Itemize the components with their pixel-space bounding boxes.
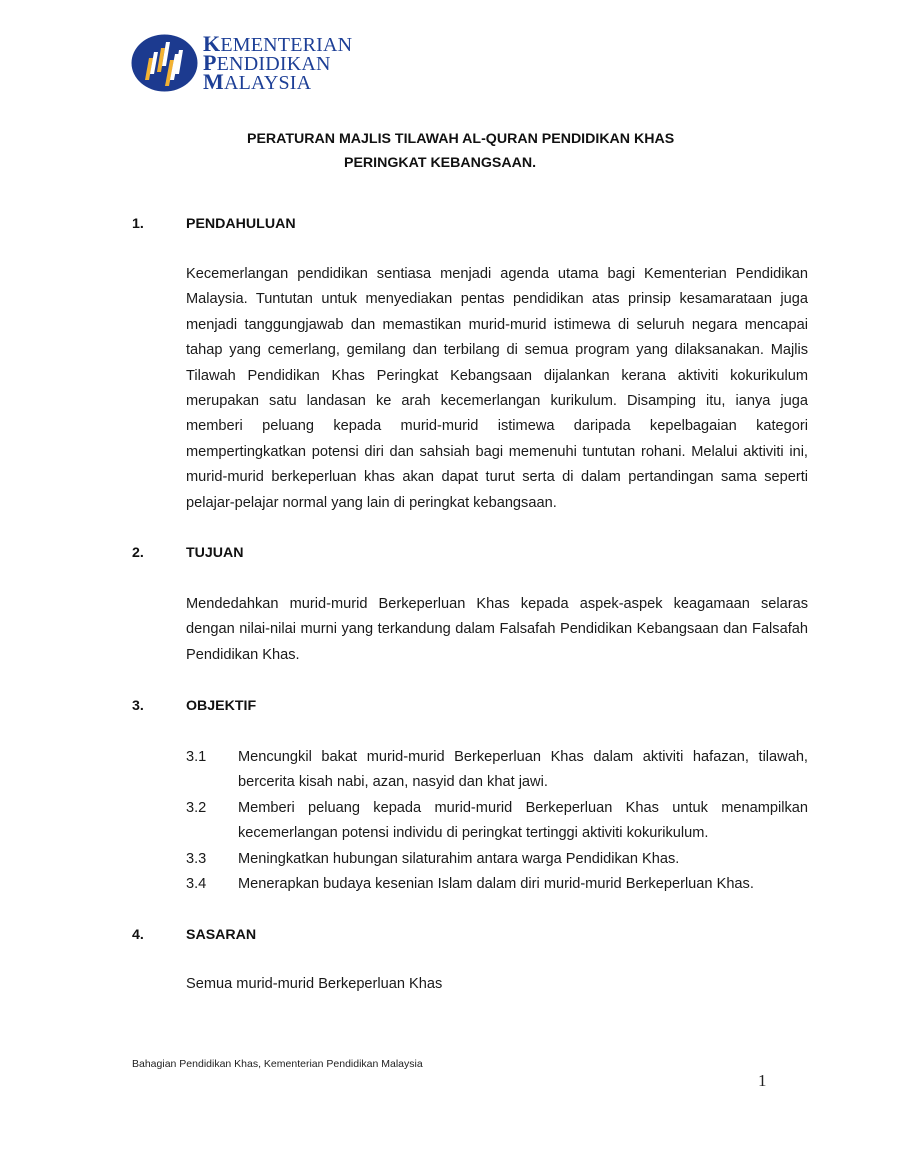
section-number: 1. — [132, 216, 144, 232]
section-heading-objektif: OBJEKTIF — [186, 698, 257, 714]
objective-list — [186, 745, 808, 897]
objective-item — [186, 745, 808, 796]
section-heading-tujuan: TUJUAN — [186, 545, 244, 561]
objective-item — [186, 872, 808, 897]
objective-item — [186, 847, 808, 872]
ministry-name-line: MALAYSIA — [203, 68, 312, 94]
objective-number: 3.4 — [186, 876, 207, 893]
objective-number: 3.2 — [186, 799, 207, 816]
objective-item — [186, 796, 808, 847]
ministry-emblem-icon — [131, 34, 198, 92]
footer-department: Bahagian Pendidikan Khas, Kementerian Pendidikan Malaysia — [132, 1058, 423, 1070]
section-body-sasaran: Semua murid-murid Berkeperluan Khas — [186, 976, 443, 992]
document-title-line-1: PERATURAN MAJLIS TILAWAH AL-QURAN PENDIDIKAN KHAS — [247, 131, 675, 147]
section-heading-sasaran: SASARAN — [186, 927, 257, 943]
section-body-tujuan: Mendedahkan murid-murid Berkeperluan Khas kepada aspek-aspek keagamaan selaras dengan nilai-nilai murni yang terkandung dalam Falsafah Pendidikan Kebangsaan dan Falsafah Pendidikan Khas. — [186, 596, 808, 663]
section-body-pendahuluan: Kecemerlangan pendidikan sentiasa menjadi agenda utama bagi Kementerian Pendidikan Malaysia. Tuntutan untuk menyediakan pentas pendidikan atas prinsip kesamarataan juga menjadi tanggungjawab dan memastikan murid-murid istimewa di seluruh negara mencapai tahap yang cemerlang, gemilang dan terbilang di semua program yang dilaksanakan. Majlis Tilawah Pendidikan Khas Peringkat Kebangsaan dijalankan kerana aktiviti kokurikulum merupakan satu landasan ke arah kecemerlangan kurikulum. Disamping itu, ianya juga memberi peluang kepada murid-murid istimewa daripada kepelbagaian kategori mempertingkatkan potensi diri dan sahsiah bagi memenuhi tuntutan rohani. Melalui aktiviti ini, murid-murid berkeperluan khas akan dapat turut serta di dalam pertandingan sama seperti pelajar-pelajar normal yang lain di peringkat kebangsaan. — [186, 266, 808, 511]
section-number: 3. — [132, 698, 144, 714]
objective-number: 3.3 — [186, 850, 207, 867]
section-number: 2. — [132, 545, 144, 561]
objective-text: Meningkatkan hubungan silaturahim antara warga Pendidikan Khas. — [238, 850, 680, 867]
section-heading-pendahuluan: PENDAHULUAN — [186, 216, 296, 232]
ministry-name-line: PENDIDIKAN — [203, 49, 331, 75]
ministry-name — [203, 30, 353, 94]
ministry-name-line: KEMENTERIAN — [203, 30, 353, 56]
objective-number: 3.1 — [186, 749, 207, 765]
objective-text: Menerapkan budaya kesenian Islam dalam diri murid-murid Berkeperluan Khas. — [238, 876, 754, 893]
section-number: 4. — [132, 927, 144, 943]
objective-text: Memberi peluang kepada murid-murid Berkeperluan Khas untuk menampilkan kecemerlangan potensi individu di peringkat tertinggi aktiviti kokurikulum. — [238, 799, 808, 842]
ministry-logo — [131, 30, 353, 94]
objective-text: Mencungkil bakat murid-murid Berkeperluan Khas dalam aktiviti hafazan, tilawah, bercerita kisah nabi, azan, nasyid dan khat jawi. — [238, 749, 808, 791]
document-title-line-2: PERINGKAT KEBANGSAAN. — [344, 155, 537, 171]
page-number: 1 — [758, 1071, 767, 1090]
